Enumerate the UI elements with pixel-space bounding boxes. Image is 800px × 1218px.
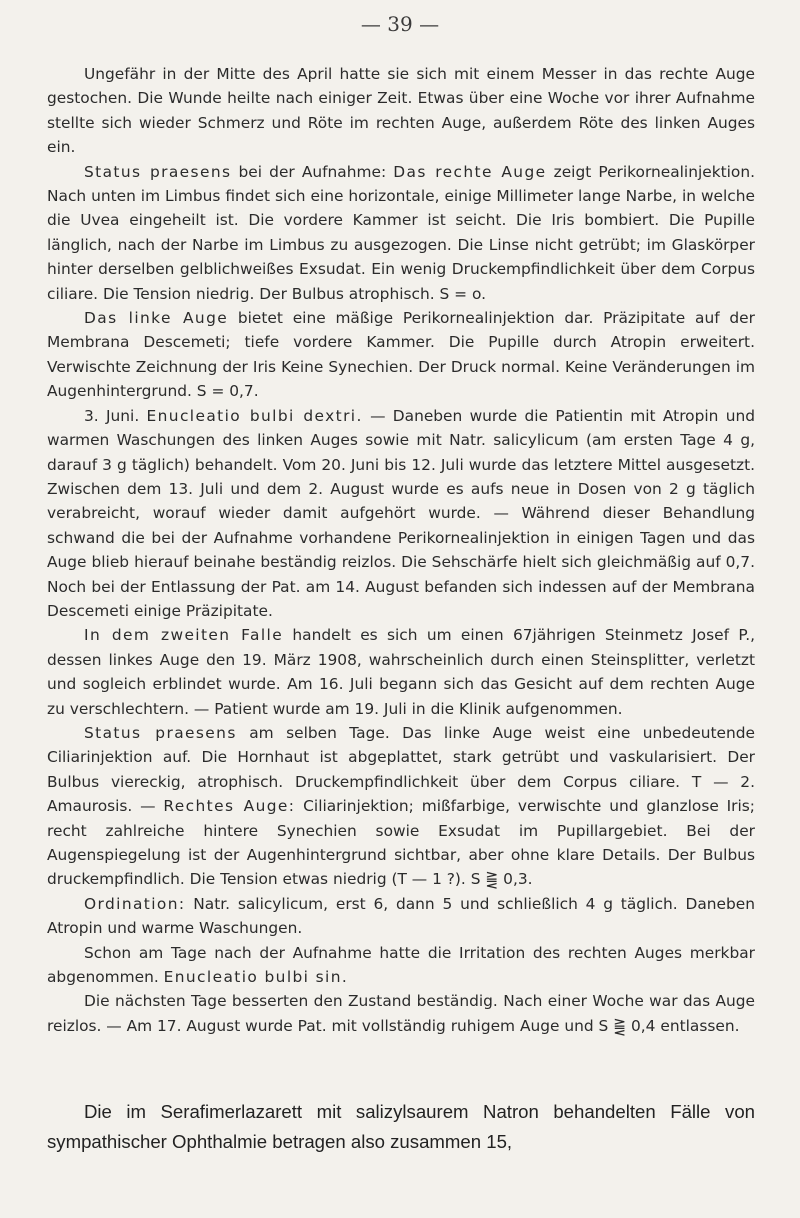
paragraph-text: am selben Tage. Das linke Auge weist eine unbedeutende Ciliarinjektion auf. Die Hornhaut ist abgeplattet, stark getrübt und vaskularisiert. Der Bulbus viereckig, atrophisch. Druckempfindlichkeit über dem Corpus ciliare. T — 2. Amaurosis. — — [47, 723, 755, 816]
spaced-heading: Status praesens — [84, 162, 232, 181]
page-number: — 39 — — [360, 12, 440, 36]
spaced-heading: Enucleatio bulbi dextri. — [146, 406, 363, 425]
paragraph-7 — [47, 892, 755, 941]
paragraph-text: Natr. salicylicum, erst 6, dann 5 und schließlich 4 g täglich. Daneben Atropin und warme Waschungen. — [47, 894, 755, 938]
paragraph-8 — [47, 941, 755, 990]
paragraph-3 — [47, 306, 755, 404]
spaced-heading: Status praesens — [84, 723, 237, 742]
paragraph-5 — [47, 623, 755, 721]
paragraph-6 — [47, 721, 755, 892]
paragraph-text: bei der Aufnahme: — [231, 162, 394, 181]
spaced-heading: Das rechte Auge — [393, 162, 547, 181]
conclusion-paragraph: Die im Serafimerlazarett mit salizylsaurem Natron behandelten Fälle von sympathischer Ophthalmie betragen also zusammen 15, — [47, 1101, 755, 1152]
conclusion-text — [47, 1097, 755, 1157]
spaced-heading: Rechtes Auge: — [163, 797, 296, 816]
paragraph-text: Ungefähr in der Mitte des April hatte sie sich mit einem Messer in das rechte Auge gestochen. Die Wunde heilte nach einiger Zeit. Etwas über eine Woche vor ihrer Aufnahme stellte sich wieder Schmerz und Röte im rechten Auge, außerdem Röte des linken Auges ein. — [47, 65, 755, 157]
body-text — [47, 62, 755, 1038]
paragraph-4 — [47, 404, 755, 624]
paragraph-text: handelt es sich um einen 67jährigen Steinmetz Josef P., dessen linkes Auge den 19. März 1908, wahrscheinlich durch einen Steinsplitter, verletzt und sogleich erblindet wurde. Am 16. Juli begann sich das Gesicht auf dem rechten Auge zu verschlechtern. — Patient wurde am 19. Juli in die Klinik aufgenommen. — [47, 626, 755, 718]
paragraph-1 — [47, 62, 755, 160]
spaced-heading: Enucleatio bulbi sin. — [163, 968, 349, 987]
paragraph-text: Ciliarinjektion; mißfarbige, verwischte und glanzlose Iris; recht zahlreiche hintere Synechien sowie Exsudat im Pupillargebiet. Bei der Augenspiegelung ist der Augenhintergrund sichtbar, aber ohne klare Details. Der Bulbus druckempfindlich. Die Tension etwas niedrig (T — 1 ?). S ⪌ 0,3. — [47, 797, 755, 889]
paragraph-text: bietet eine mäßige Perikornealinjektion dar. Präzipitate auf der Membrana Descemeti; tiefe vordere Kammer. Die Pupille durch Atropin erweitert. Verwischte Zeichnung der Iris Keine Synechien. Der Druck normal. Keine Veränderungen im Augenhintergrund. S = 0,7. — [47, 309, 755, 401]
spaced-heading: Ordination: — [84, 894, 186, 913]
spaced-heading: Das linke Auge — [84, 309, 229, 328]
spaced-heading: In dem zweiten Falle — [84, 626, 284, 645]
paragraph-text: Die nächsten Tage besserten den Zustand beständig. Nach einer Woche war das Auge reizlos. — Am 17. August wurde Pat. mit vollständig ruhigem Auge und S ⪌ 0,4 entlassen. — [47, 992, 755, 1035]
paragraph-text: — Daneben wurde die Patientin mit Atropin und warmen Waschungen des linken Auges sowie mit Natr. salicylicum (am ersten Tage 4 g, darauf 3 g täglich) behandelt. Vom 20. Juni bis 12. Juli wurde das letztere Mittel ausgesetzt. Zwischen dem 13. Juli und dem 2. August wurde es aufs neue in Dosen von 2 g täglich verabreicht, worauf wieder damit aufgehört wurde. — Während dieser Behandlung schwand die bei der Aufnahme vorhandene Perikornealinjektion in einigen Tagen und das Auge blieb hierauf beinahe beständig reizlos. Die Sehschärfe hielt sich gleichmäßig auf 0,7. Noch bei der Entlassung der Pat. am 14. August befanden sich indessen auf der Membrana Descemeti einige Präzipitate. — [47, 406, 755, 620]
paragraph-date: 3. Juni. — [84, 406, 147, 425]
paragraph-9 — [47, 989, 755, 1038]
paragraph-text: Schon am Tage nach der Aufnahme hatte die Irritation des rechten Auges merkbar abgenommen. — [47, 943, 755, 987]
paragraph-text: zeigt Perikornealinjektion. Nach unten im Limbus findet sich eine horizontale, einige Millimeter lange Narbe, in welche die Uvea eingeheilt ist. Die vordere Kammer ist seicht. Die Iris bombiert. Die Pupille länglich, nach der Narbe im Limbus zu ausgezogen. Die Linse nicht getrübt; im Glaskörper hinter derselben gelblichweißes Exsudat. Ein wenig Druckempfindlichkeit über dem Corpus ciliare. Die Tension niedrig. Der Bulbus atrophisch. S = o. — [47, 162, 755, 303]
paragraph-2 — [47, 160, 755, 306]
